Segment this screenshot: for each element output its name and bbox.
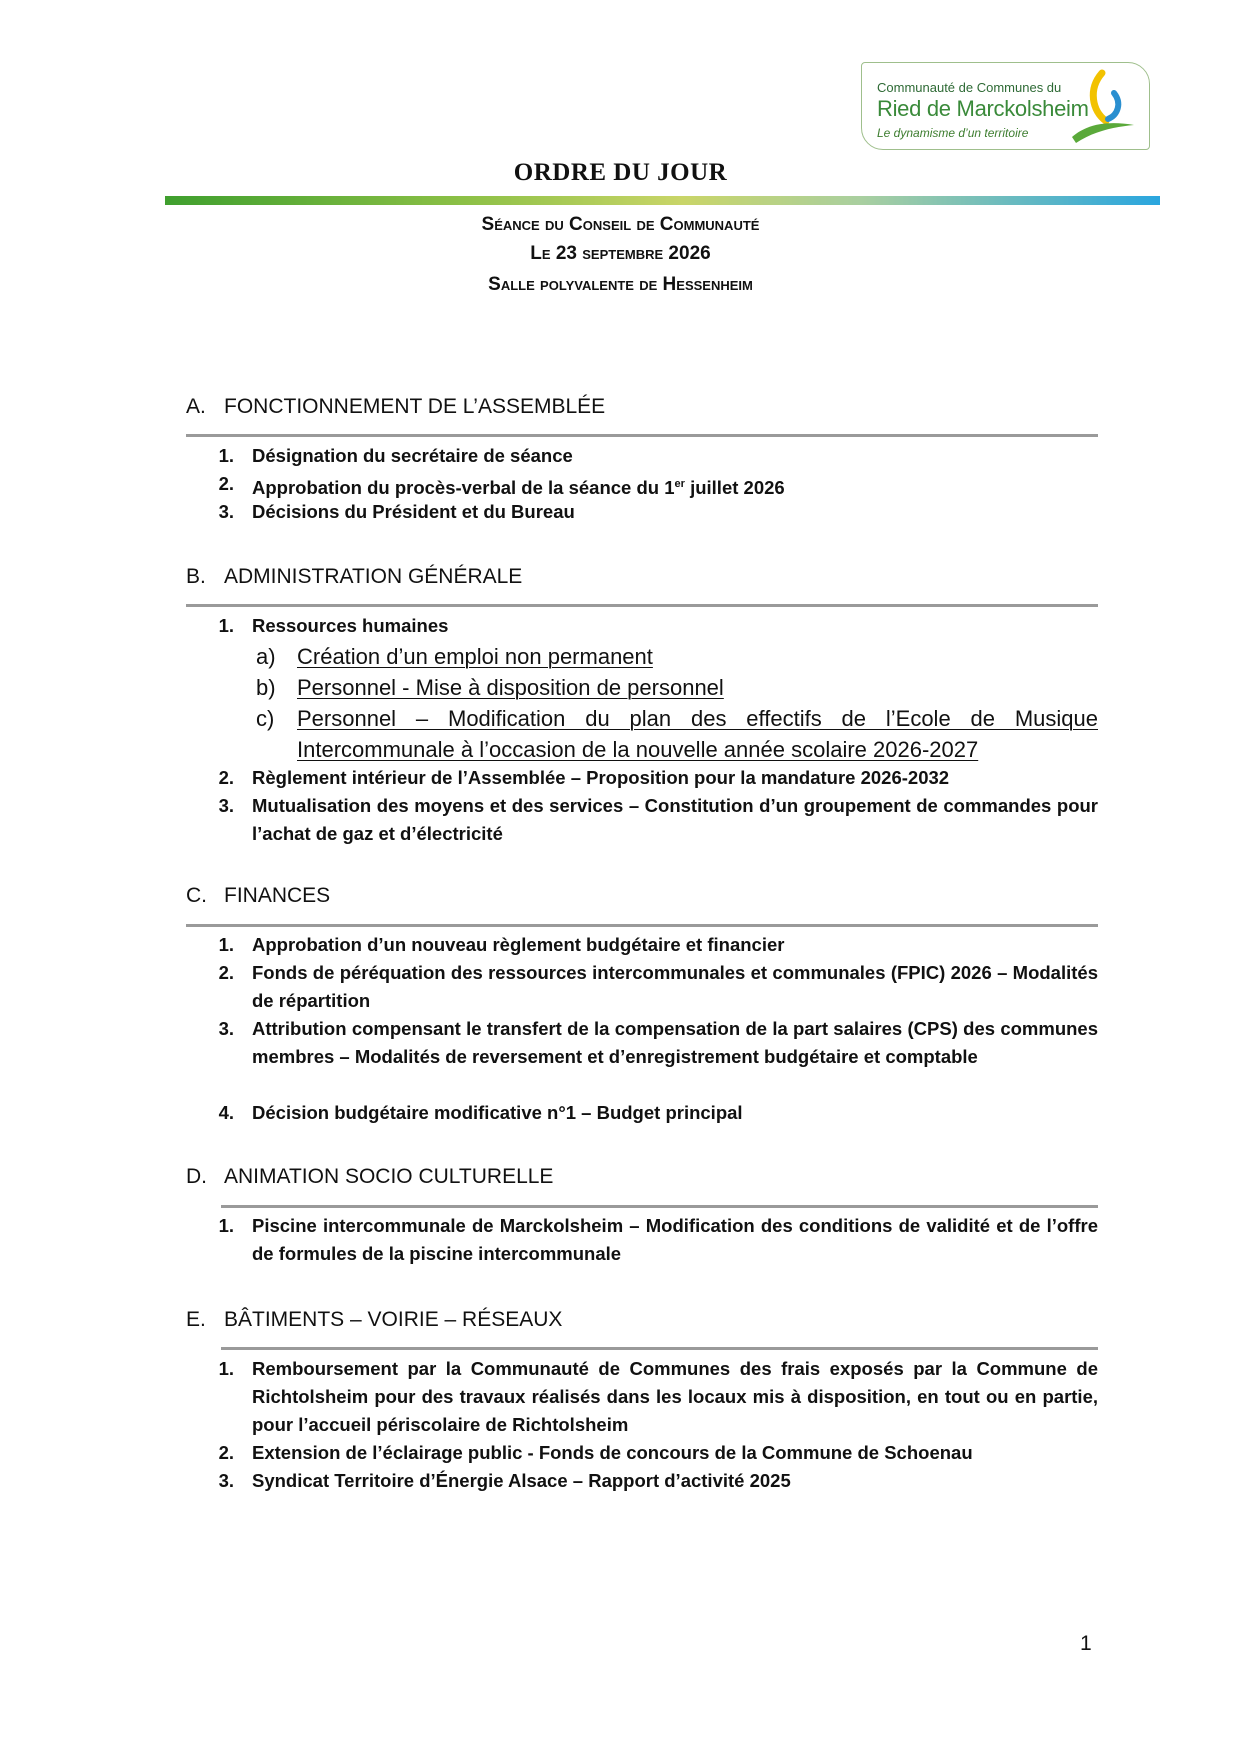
section-title: FINANCES — [224, 884, 331, 907]
sub-item-text: Personnel - Mise à disposition de personnel — [297, 675, 724, 700]
agenda-item — [212, 764, 1098, 792]
logo-line-1: Communauté de Communes du — [877, 80, 1062, 95]
section-divider — [186, 434, 1098, 437]
section-title: ADMINISTRATION GÉNÉRALE — [224, 565, 523, 588]
section-heading-a — [186, 395, 605, 419]
item-number: 2. — [218, 1442, 234, 1463]
item-number: 1. — [218, 1215, 234, 1236]
item-text: Décision budgétaire modificative n°1 – Budget principal — [252, 1102, 743, 1123]
section-divider — [221, 1205, 1098, 1208]
item-number: 4. — [218, 1102, 234, 1123]
section-letter: B. — [186, 565, 206, 588]
section-title: FONCTIONNEMENT DE L’ASSEMBLÉE — [224, 395, 606, 418]
session-title: Séance du Conseil de Communauté — [481, 214, 760, 235]
section-letter: A. — [186, 395, 206, 418]
item-number: 1. — [218, 934, 234, 955]
item-number: 1. — [218, 615, 234, 636]
item-text: Règlement intérieur de l’Assemblée – Proposition pour la mandature 2026-2032 — [252, 767, 950, 788]
section-divider — [186, 924, 1098, 927]
section-divider — [221, 1347, 1098, 1350]
item-number: 3. — [218, 501, 234, 522]
sub-item-text: Personnel – Modification du plan des effectifs de l’Ecole de Musique Intercommunale à l’occasion de la nouvelle année scolaire 2026-2027 — [297, 706, 1098, 762]
section-letter: E. — [186, 1308, 206, 1331]
sub-item-letter: b) — [256, 675, 276, 700]
logo-line-2: Ried de Marckolsheim — [877, 96, 1089, 121]
logo-tagline: Le dynamisme d’un territoire — [877, 126, 1029, 140]
item-text: Remboursement par la Communauté de Communes des frais exposés par la Commune de Richtolsheim pour des travaux réalisés dans les locaux mis à disposition, en tout ou en partie, pour l’accueil périscolaire de Richtolsheim — [252, 1358, 1098, 1435]
item-text: Désignation du secrétaire de séance — [252, 445, 573, 466]
item-number: 2. — [218, 962, 234, 983]
item-text: Extension de l’éclairage public - Fonds de concours de la Commune de Schoenau — [252, 1442, 973, 1463]
item-text: Fonds de péréquation des ressources intercommunales et communales (FPIC) 2026 – Modalités de répartition — [252, 962, 1098, 1011]
section-heading-b — [186, 565, 522, 589]
item-text: Syndicat Territoire d’Énergie Alsace – Rapport d’activité 2025 — [252, 1470, 791, 1491]
item-text: Mutualisation des moyens et des services – Constitution d’un groupement de commandes pour l’achat de gaz et d’électricité — [252, 795, 1098, 844]
sub-item-letter: a) — [256, 644, 276, 669]
item-text: Piscine intercommunale de Marckolsheim – Modification des conditions de validité et de l’offre de formules de la piscine intercommunale — [252, 1215, 1098, 1264]
agenda-item — [212, 1439, 1098, 1467]
item-number: 2. — [218, 473, 234, 494]
item-text: Attribution compensant le transfert de la compensation de la part salaires (CPS) des communes membres – Modalités de reversement et d’enregistrement budgétaire et comptable — [252, 1018, 1098, 1067]
item-number: 3. — [218, 1470, 234, 1491]
page-number: 1 — [1080, 1632, 1092, 1655]
agenda-item — [212, 1212, 1098, 1268]
section-heading-d — [186, 1165, 553, 1189]
item-text: Décisions du Président et du Bureau — [252, 501, 575, 522]
section-heading-e — [186, 1308, 562, 1332]
agenda-item — [212, 442, 1098, 470]
sub-item-text: Création d’un emploi non permanent — [297, 644, 653, 669]
item-number: 1. — [218, 445, 234, 466]
item-number: 3. — [218, 1018, 234, 1039]
section-heading-c — [186, 884, 330, 908]
agenda-item — [212, 931, 1098, 959]
item-text-part: juillet 2026 — [684, 477, 785, 499]
agenda-sub-item — [256, 641, 1098, 672]
agenda-item — [212, 1015, 1098, 1071]
section-divider — [186, 604, 1098, 607]
item-number: 1. — [218, 1358, 234, 1379]
item-superscript: er — [674, 478, 685, 490]
agenda-sub-item — [256, 672, 1098, 703]
item-number: 3. — [218, 795, 234, 816]
agenda-item — [212, 1355, 1098, 1439]
agenda-item — [212, 792, 1098, 848]
section-letter: D. — [186, 1165, 207, 1188]
item-text: Ressources humaines — [252, 615, 449, 636]
agenda-item — [212, 1467, 1098, 1495]
session-date: Le 23 septembre 2026 — [530, 243, 711, 264]
organization-logo — [861, 62, 1150, 150]
section-title: BÂTIMENTS – VOIRIE – RÉSEAUX — [224, 1308, 563, 1331]
agenda-item — [212, 1099, 1098, 1127]
title-gradient-divider — [165, 196, 1160, 205]
session-location: Salle polyvalente de Hessenheim — [488, 274, 753, 295]
item-text: Approbation d’un nouveau règlement budgétaire et financier — [252, 934, 785, 955]
item-number: 2. — [218, 767, 234, 788]
agenda-sub-item — [256, 703, 1098, 765]
agenda-item — [212, 612, 1098, 640]
logo-emblem-icon — [1070, 67, 1140, 147]
sub-item-letter: c) — [256, 706, 275, 731]
section-letter: C. — [186, 884, 207, 907]
section-title: ANIMATION SOCIO CULTURELLE — [224, 1165, 554, 1188]
agenda-item — [212, 498, 1098, 526]
item-text-part: Approbation du procès-verbal de la séance du 1 — [252, 477, 675, 499]
document-title: ORDRE DU JOUR — [513, 159, 728, 186]
agenda-item — [212, 959, 1098, 1015]
